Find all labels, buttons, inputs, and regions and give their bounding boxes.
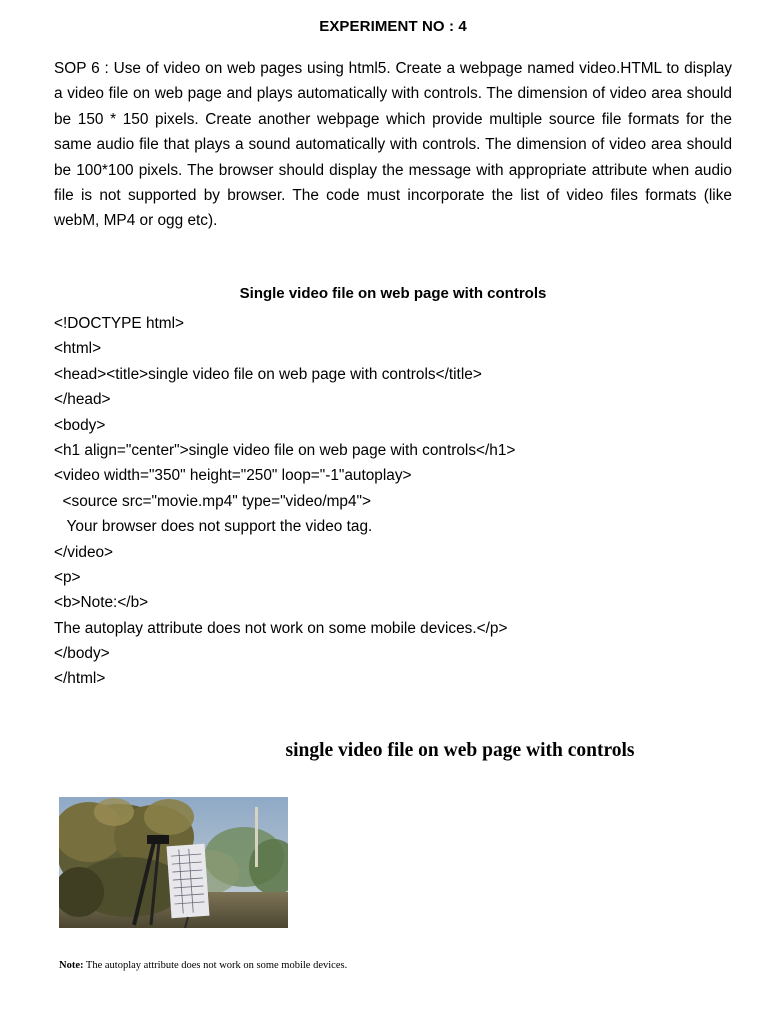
code-line: <head><title>single video file on web page with controls</title> [54,365,482,383]
code-line: <video width="350" height="250" loop="-1"autoplay> [54,467,412,485]
code-line: <!DOCTYPE html> [54,315,185,332]
code-line: </head> [54,391,111,409]
code-line: <html> [54,340,102,358]
section-heading: Single video file on web page with controls [239,285,547,302]
code-listing [54,311,744,692]
code-line: <source src="movie.mp4" type="video/mp4"> [54,492,371,510]
rendered-page-heading: single video file on web page with controls [285,740,635,761]
note-label: Note: [59,960,84,971]
code-line: </html> [54,670,106,688]
video-still-image [59,797,288,928]
code-line: </body> [54,645,110,663]
note-text: The autoplay attribute does not work on some mobile devices. [83,960,348,971]
code-line: <h1 align="center">single video file on web page with controls</h1> [54,441,516,459]
code-line: The autoplay attribute does not work on some mobile devices.</p> [54,619,508,637]
code-line: </video> [54,543,114,561]
rendered-note [59,960,347,971]
video-player[interactable] [59,797,288,928]
experiment-title: EXPERIMENT NO : 4 [319,18,467,35]
code-line: Your browser does not support the video tag. [54,518,373,536]
code-line: <b>Note:</b> [54,594,149,612]
sop-paragraph: SOP 6 : Use of video on web pages using html5. Create a webpage named video.HTML to display a video file on web page and plays automatically with controls. The dimension of video area should be 150 * 150 pixels. Create another webpage which provide multiple source file formats for the same audio file that plays a sound automatically with controls. The dimension of video area should be 100*100 pixels. The browser should display the message with appropriate attribute when audio file is not supported by browser. The code must incorporate the list of video files formats (like webM, MP4 or ogg etc). [54,60,732,230]
code-line: <body> [54,416,106,434]
code-line: <p> [54,568,81,586]
